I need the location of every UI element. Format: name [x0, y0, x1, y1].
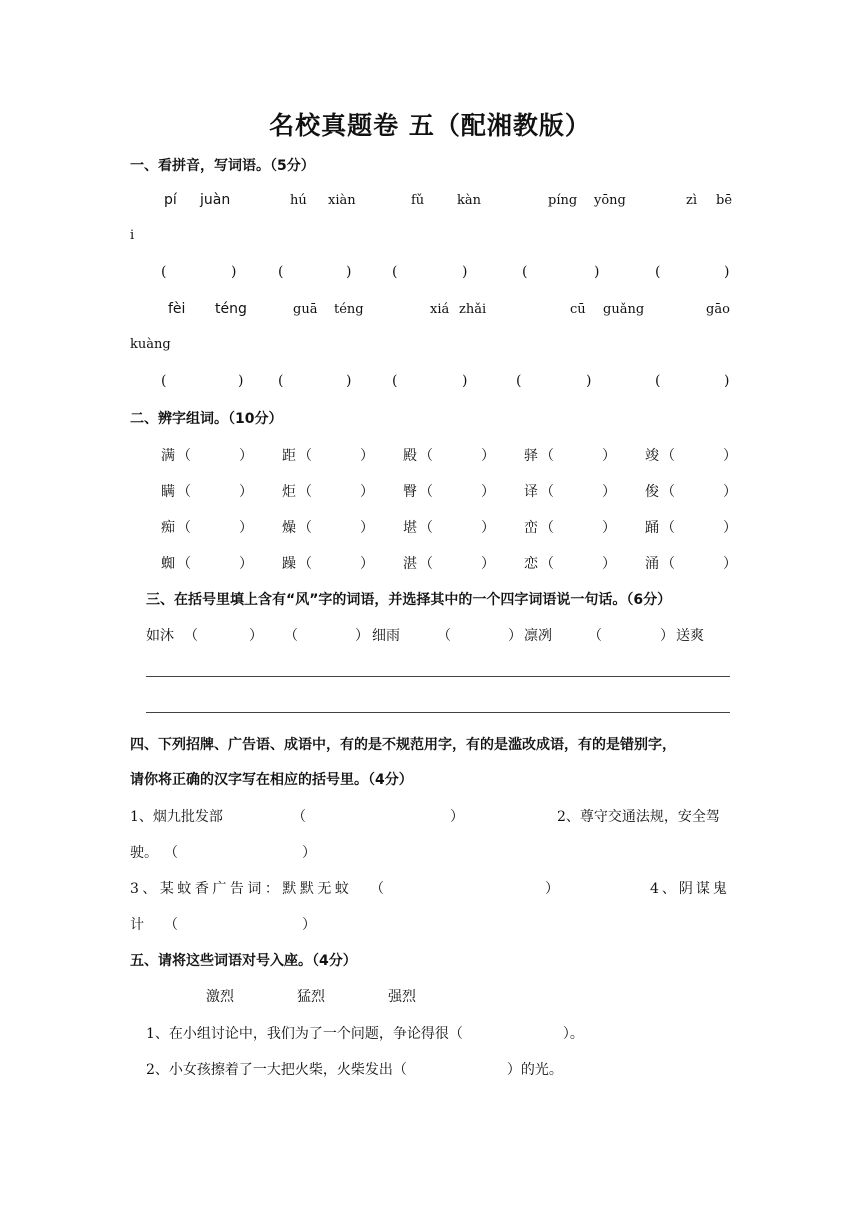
bracket-open: （: [419, 556, 433, 572]
bracket-open: （: [661, 448, 675, 464]
pinyin: pí: [164, 192, 177, 208]
char-cell: 满: [161, 448, 175, 464]
bracket-open: （: [540, 484, 554, 500]
bracket-close: ）: [602, 484, 616, 500]
bracket-open: （: [298, 556, 312, 572]
bracket-close: ）: [602, 448, 616, 464]
bracket-open: （: [177, 556, 191, 572]
char-cell: 燥: [282, 520, 296, 536]
section-5-heading: 五、请将这些词语对号入座。（4分）: [130, 953, 357, 969]
char-cell: 堪: [403, 520, 417, 536]
bracket-close: ）: [602, 556, 616, 572]
bracket-close: ）: [508, 628, 522, 644]
bracket-close: ）: [355, 628, 369, 644]
pinyin: zì: [686, 193, 698, 208]
bracket-close: ）: [481, 448, 495, 464]
bracket-open: （: [164, 917, 178, 933]
bracket-close: ）: [723, 484, 737, 500]
char-cell: 瞒: [161, 484, 175, 500]
bracket-open: (: [278, 264, 284, 280]
bracket-close: ): [231, 264, 237, 280]
pinyin: kuàng: [130, 337, 171, 352]
bracket-open: (: [278, 373, 284, 389]
section-4-heading: 四、下列招牌、广告语、成语中，有的是不规范用字，有的是滥改成语，有的是错别字，: [130, 737, 676, 753]
bracket-open: (: [522, 264, 528, 280]
item-text: 1、烟九批发部: [130, 809, 223, 825]
bracket-close: ）: [723, 448, 737, 464]
bracket-close: ）: [723, 520, 737, 536]
item-text: 驶。: [130, 845, 158, 861]
pinyin: guǎng: [603, 302, 645, 317]
pinyin: téng: [215, 301, 247, 317]
pinyin: xiàn: [328, 193, 356, 208]
section-1-heading: 一、看拼音，写词语。（5分）: [130, 158, 315, 174]
bracket-open: （: [419, 484, 433, 500]
bracket-close: ）: [481, 484, 495, 500]
bracket-open: （: [298, 520, 312, 536]
pinyin: juàn: [200, 192, 231, 208]
bracket-open: （: [540, 556, 554, 572]
bracket-close: ）: [239, 448, 253, 464]
bracket-open: （: [540, 448, 554, 464]
bracket-open: (: [161, 264, 167, 280]
char-cell: 湛: [403, 556, 417, 572]
bracket-close: ): [724, 264, 730, 280]
bracket-close: ）: [249, 628, 263, 644]
pinyin: hú: [290, 193, 307, 208]
pinyin: fǔ: [411, 193, 425, 208]
bracket-open: （: [177, 448, 191, 464]
bracket-close: ): [346, 264, 352, 280]
bracket-close: ）: [239, 556, 253, 572]
item-text: 计: [130, 917, 144, 933]
pinyin: fèi: [168, 301, 186, 317]
bracket-open: (: [655, 264, 661, 280]
bracket-open: (: [655, 373, 661, 389]
bracket-close: ）: [239, 520, 253, 536]
char-cell: 峦: [524, 520, 538, 536]
char-cell: 躁: [282, 556, 296, 572]
bracket-close: ）: [450, 809, 464, 825]
pinyin: píng: [548, 193, 578, 208]
bracket-open: （: [177, 520, 191, 536]
bracket-open: （: [164, 845, 178, 861]
bracket-open: (: [392, 264, 398, 280]
bracket-close: ）: [239, 484, 253, 500]
bracket-close: ): [586, 373, 592, 389]
question-2: [146, 1059, 563, 1079]
bracket-close: ）: [360, 484, 374, 500]
bracket-close: ）: [302, 845, 316, 861]
bracket-open: （: [437, 628, 451, 644]
section-3-heading: 三、在括号里填上含有“风”字的词语，并选择其中的一个四字词语说一句话。（6分）: [146, 592, 672, 608]
word-choice: 强烈: [388, 989, 416, 1005]
pinyin: zhǎi: [459, 302, 487, 317]
bracket-close: ）: [360, 556, 374, 572]
pinyin: i: [130, 228, 135, 243]
bracket-close: ）: [302, 917, 316, 933]
char-cell: 痴: [161, 520, 175, 536]
page-title: 名校真题卷 五（配湘教版）: [269, 111, 591, 140]
pinyin: cū: [570, 302, 586, 317]
pinyin: bē: [716, 193, 733, 208]
section-4-heading-cont: 请你将正确的汉字写在相应的括号里。（4分）: [130, 772, 413, 788]
item-text: 4、阴谋鬼: [650, 881, 730, 897]
bracket-open: （: [184, 628, 198, 644]
answer-line[interactable]: [146, 676, 730, 677]
bracket-close: ): [238, 373, 244, 389]
char-cell: 译: [524, 484, 538, 500]
fill-item: 细雨: [372, 628, 400, 644]
bracket-close: ）: [660, 628, 674, 644]
char-cell: 驿: [524, 448, 538, 464]
bracket-close: ）: [723, 556, 737, 572]
section-2-heading: 二、辨字组词。（10分）: [130, 411, 283, 427]
pinyin: kàn: [457, 193, 482, 208]
pinyin: guā: [293, 302, 318, 317]
bracket-open: （: [540, 520, 554, 536]
pinyin: yōng: [594, 193, 626, 208]
bracket-close: ): [594, 264, 600, 280]
char-cell: 炬: [282, 484, 296, 500]
bracket-open: （: [419, 448, 433, 464]
question-2-text: 2、小女孩擦着了一大把火柴，火柴发出（: [146, 1062, 407, 1078]
bracket-open: （: [419, 520, 433, 536]
char-cell: 距: [282, 448, 296, 464]
bracket-open: （: [292, 809, 306, 825]
bracket-open: (: [392, 373, 398, 389]
bracket-close: ): [346, 373, 352, 389]
bracket-close: ）: [481, 556, 495, 572]
bracket-close: ): [462, 373, 468, 389]
pinyin: gāo: [706, 302, 730, 317]
pinyin: xiá: [430, 302, 450, 317]
question-1-text: 1、在小组讨论中，我们为了一个问题，争论得很（: [146, 1026, 463, 1042]
bracket-close: ): [462, 264, 468, 280]
char-cell: 殿: [403, 448, 417, 464]
bracket-open: （: [370, 881, 384, 897]
char-cell: 臀: [403, 484, 417, 500]
bracket-open: （: [284, 628, 298, 644]
char-cell: 蜘: [161, 556, 175, 572]
bracket-open: (: [161, 373, 167, 389]
word-choice: 猛烈: [297, 989, 325, 1005]
word-choice: 激烈: [206, 989, 234, 1005]
fill-item: 送爽: [676, 628, 704, 644]
char-cell: 恋: [524, 556, 538, 572]
bracket-open: (: [516, 373, 522, 389]
char-cell: 涌: [645, 556, 659, 572]
question-1: [146, 1023, 584, 1043]
item-text: 3、某蚊香广告词：默默无蚊: [130, 881, 353, 897]
char-cell: 俊: [645, 484, 659, 500]
fill-item: 如沐: [146, 628, 174, 644]
bracket-close: ）: [545, 881, 559, 897]
bracket-close: ）: [360, 520, 374, 536]
char-cell: 踊: [645, 520, 659, 536]
char-cell: 竣: [645, 448, 659, 464]
bracket-open: （: [661, 556, 675, 572]
item-text: 2、尊守交通法规，安全驾: [557, 809, 720, 825]
bracket-open: （: [298, 448, 312, 464]
bracket-close: ）: [481, 520, 495, 536]
bracket-open: （: [298, 484, 312, 500]
answer-line[interactable]: [146, 712, 730, 713]
bracket-close: ): [724, 373, 730, 389]
bracket-open: （: [177, 484, 191, 500]
fill-item: 凛冽: [524, 628, 552, 644]
question-1-end: ）。: [562, 1026, 584, 1042]
bracket-open: （: [661, 484, 675, 500]
pinyin: téng: [334, 302, 364, 317]
bracket-close: ）: [602, 520, 616, 536]
bracket-open: （: [661, 520, 675, 536]
bracket-open: （: [588, 628, 602, 644]
bracket-close: ）: [360, 448, 374, 464]
question-2-end: ）的光。: [506, 1062, 563, 1078]
